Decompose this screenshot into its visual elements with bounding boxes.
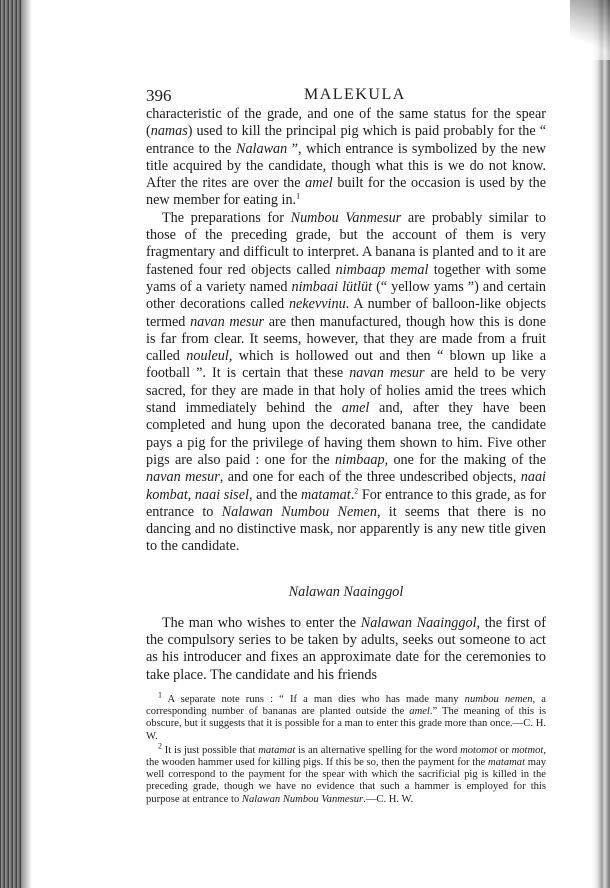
italic-term: navan mesur (349, 365, 425, 382)
page-edge-shadow (592, 0, 610, 888)
footnote-marker: 1 (158, 690, 162, 700)
footnote-2 (146, 741, 546, 806)
gutter-shadow (22, 0, 32, 888)
text-run: , and one for each of the three undescribed objects, (219, 469, 521, 486)
footnote-1 (146, 690, 546, 743)
italic-term: matamat (301, 486, 351, 503)
footnote-marker: 1 (296, 191, 301, 201)
text-run: .—C. H. W. (363, 793, 414, 805)
text-run: are then manufactured, though how this is done is far from clear. It seems, however, that they are made from a fruit called (146, 313, 547, 365)
text-run: and, after they have been completed and hung upon the decorated banana tree, the candidate pays a pig for the privilege of having them shown to him. Five other pigs are also paid : one for the (146, 400, 546, 468)
italic-term: nimbaai lütlüt (291, 278, 373, 295)
text-run: , which is hollowed out and then “ blown up like a football ”. It is certain that these (146, 348, 546, 382)
running-title: MALEKULA (304, 86, 406, 103)
paragraph-1 (146, 106, 546, 210)
italic-term: nimbaap (334, 451, 385, 468)
italic-term: motmot (511, 744, 544, 756)
text-run: The man who wishes to enter the (162, 614, 361, 631)
text-run: , one for the making of the (384, 451, 546, 468)
italic-term: namas (150, 123, 188, 140)
text-run: , the first of the compulsory series to be taken by adults, seeks out someone to act as his introducer and fixes an approximate date for the ceremonies to take place. The candidate and his friends (146, 614, 546, 683)
footnote-marker: 2 (158, 741, 162, 751)
italic-term: nimbaap memal (335, 261, 429, 278)
text-run: ”, which entrance is symbolized by the new title acquired by the candidate, though what this is we do not know. After the rites are over the (146, 140, 546, 192)
paragraph-3 (146, 615, 546, 684)
italic-term: Nalawan Naainggol (360, 614, 477, 631)
footnotes (146, 690, 546, 806)
text-run: together with some yams of a variety named (146, 261, 547, 295)
text-run: or (497, 744, 512, 756)
book-page (146, 80, 546, 806)
text-run: .” The meaning of this is obscure, but it suggests that it is possible for a man to enter this grade more than once.—C. H. W. (146, 706, 546, 742)
text-run: , a corresponding number of bananas are planted outside the (146, 693, 546, 718)
italic-term: nekevvinu (288, 296, 346, 313)
text-run: is an alternative spelling for the word (295, 744, 461, 756)
italic-term: navan mesur (190, 313, 265, 330)
text-run: , the wooden hammer used for killing pigs. If this be so, then the payment for the (146, 744, 546, 768)
italic-term: Nalawan (235, 140, 288, 157)
italic-term: navan mesur (146, 469, 220, 486)
italic-term: Nalawan Numbou Vanmesur (241, 793, 364, 805)
paragraph-2 (146, 210, 546, 556)
body-text (146, 106, 546, 684)
text-run: . A number of balloon-like objects termed (146, 296, 547, 330)
text-run: A separate note runs : “ If a man dies who has made many (162, 693, 465, 705)
footnote-marker: 2 (354, 485, 359, 495)
text-run: characteristic of the grade, and one of the same status for the spear ( (146, 106, 546, 140)
corner-shadow (570, 0, 610, 60)
book-spine-shadow (0, 0, 22, 888)
text-run: are held to be very sacred, for they are made in that holy of holies amid the trees which stand immediately behind the (146, 365, 546, 417)
italic-term: matamat (258, 744, 296, 756)
italic-term: nouleul (186, 348, 229, 365)
text-run: built for the occasion is used by the new member for eating in. (146, 175, 546, 209)
text-run: , and the (248, 486, 302, 503)
section-heading: Nalawan Naainggol (288, 583, 404, 600)
text-run: It is just possible that (162, 744, 259, 756)
italic-term: numbou nemen (464, 693, 533, 705)
text-run: , it seems that there is no dancing and no distinctive mask, nor apparently is any new title given to the candidate. (146, 503, 546, 555)
italic-term: amel (409, 706, 430, 718)
text-run: may well correspond to the payment for the spear with which the sacrificial pig is killed in the preceding grade, though we have no evidence that such a hammer is employed for this purpose at entrance to (146, 756, 546, 805)
text-run: For entrance to this grade, as for entrance to (146, 486, 546, 520)
text-run: ) used to kill the principal pig which is paid probably for the “ entrance to the (146, 123, 546, 157)
italic-term: amel (305, 175, 333, 192)
text-run: (“ yellow yams ”) and certain other decorations called (146, 278, 546, 313)
italic-term: Numbou Vanmesur (290, 209, 402, 226)
italic-term: naai sisel (194, 486, 249, 503)
page-number: 396 (146, 86, 172, 105)
text-run: , (187, 486, 195, 503)
page-header (146, 80, 546, 106)
text-run: . (350, 486, 355, 503)
text-run: are probably similar to those of the preceding grade, but the account of them is very fragmentary and difficult to interpret. A banana is planted and to it are fastened four red objects called (146, 209, 546, 278)
italic-term: Nalawan Numbou Nemen (221, 503, 377, 520)
italic-term: matamat (487, 756, 526, 768)
italic-term: amel (341, 400, 370, 417)
italic-term: motomot (460, 744, 498, 756)
text-run: The preparations for (162, 209, 291, 226)
italic-term: naai kombat (146, 469, 546, 503)
